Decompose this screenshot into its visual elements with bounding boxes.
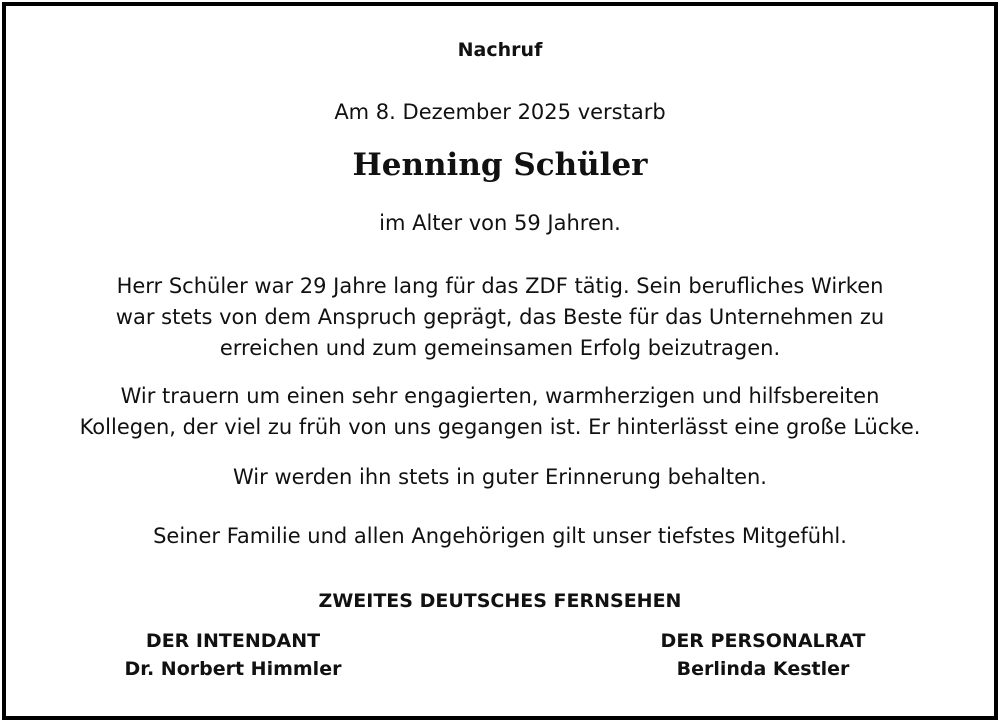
deceased-name: Henning Schüler: [352, 147, 648, 183]
paragraph-2-line-2: Kollegen, der viel zu früh von uns gegangen ist. Er hinterlässt eine große Lücke.: [79, 415, 921, 439]
notice-heading: Nachruf: [457, 39, 543, 61]
signatory-role: DER PERSONALRAT: [660, 630, 866, 652]
signatory-name: Berlinda Kestler: [676, 657, 850, 680]
signatory-personalrat: [618, 628, 908, 683]
paragraph-1-line-3: erreichen und zum gemeinsamen Erfolg beizutragen.: [219, 336, 781, 360]
paragraph-1-line-1: Herr Schüler war 29 Jahre lang für das ZDF tätig. Sein berufliches Wirken: [116, 274, 884, 298]
signatory-name: Dr. Norbert Himmler: [124, 657, 342, 680]
death-date-line: Am 8. Dezember 2025 verstarb: [334, 100, 666, 124]
paragraph-1-line-2: war stets von dem Anspruch geprägt, das Beste für das Unternehmen zu: [115, 305, 885, 329]
signatory-intendant: [88, 628, 378, 683]
paragraph-2-line-1: Wir trauern um einen sehr engagierten, warmherzigen und hilfsbereiten: [120, 384, 880, 408]
age-line: im Alter von 59 Jahren.: [379, 211, 621, 235]
signatory-role: DER INTENDANT: [145, 630, 321, 652]
organization-name: ZWEITES DEUTSCHES FERNSEHEN: [318, 590, 682, 612]
paragraph-3-line-1: Wir werden ihn stets in guter Erinnerung behalten.: [233, 465, 767, 489]
paragraph-4-line-1: Seiner Familie und allen Angehörigen gilt unser tiefstes Mitgefühl.: [153, 524, 847, 548]
